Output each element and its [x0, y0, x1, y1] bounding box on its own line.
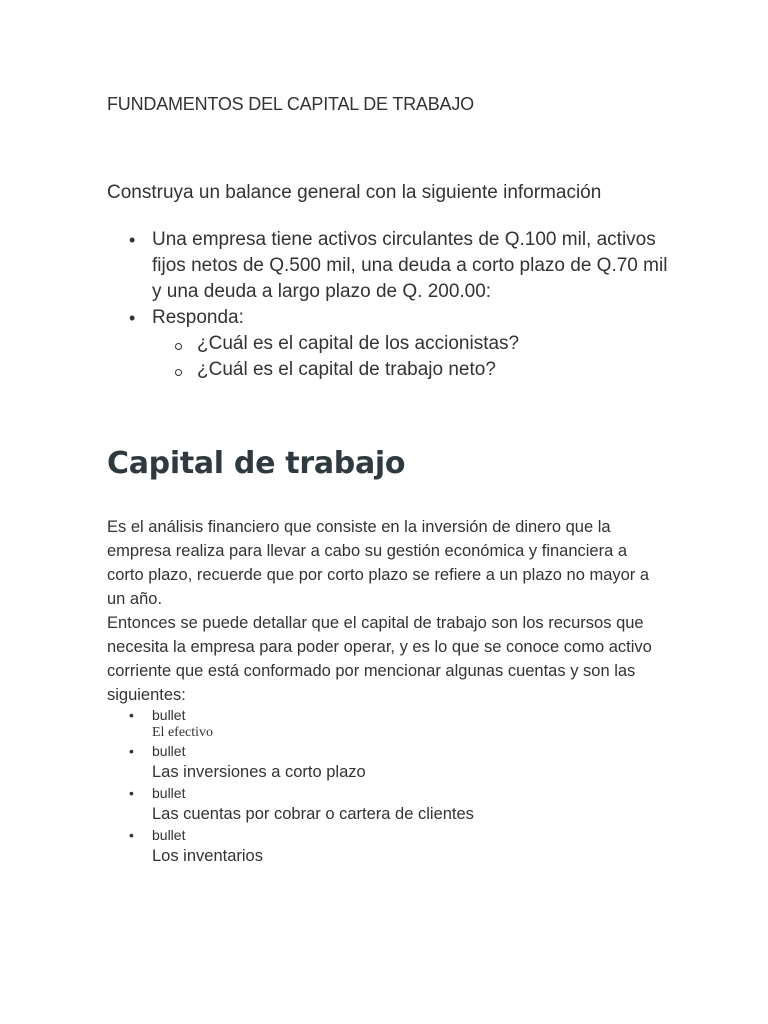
task-item-company-data — [152, 227, 672, 305]
account-label: Los inventarios — [152, 847, 263, 865]
task-text: Responda: — [152, 307, 244, 328]
question-item-shareholders-capital — [197, 331, 672, 357]
task-list — [107, 227, 672, 383]
document-title: FUNDAMENTOS DEL CAPITAL DE TRABAJO — [107, 94, 474, 114]
bullet-marker-text: • bullet — [152, 743, 186, 759]
paragraph-definition: Es el análisis financiero que consiste en la inversión de dinero que la empresa realiza para llevar a cabo su gestión económica y financiera a corto plazo, recuerde que por corto plazo se refiere a un plazo no mayor a un año. — [107, 518, 650, 608]
list-item — [152, 826, 672, 868]
section-body — [107, 515, 667, 707]
account-label: Las cuentas por cobrar o cartera de clientes — [152, 805, 474, 823]
list-item — [152, 784, 672, 826]
question-item-net-working-capital — [197, 357, 672, 383]
bullet-marker-text: • bullet — [152, 707, 186, 723]
section-heading: Capital de trabajo — [107, 446, 406, 481]
question-text: ¿Cuál es el capital de los accionistas? — [197, 333, 520, 354]
bullet-marker-text: • bullet — [152, 785, 186, 801]
question-list — [152, 331, 672, 383]
paragraph-detail: Entonces se puede detallar que el capital de trabajo son los recursos que necesita la empresa para poder operar, y es lo que se conoce como activo corriente que está conformado por mencionar algunas cuentas y son las siguientes: — [107, 614, 652, 704]
question-text: ¿Cuál es el capital de trabajo neto? — [197, 359, 496, 380]
account-label: El efectivo — [152, 725, 214, 740]
task-item-respond — [152, 305, 672, 383]
list-item — [152, 706, 672, 742]
instruction-text: Construya un balance general con la siguiente información — [107, 182, 602, 203]
accounts-list — [107, 706, 672, 868]
account-label: Las inversiones a corto plazo — [152, 763, 366, 781]
task-text: Una empresa tiene activos circulantes de Q.100 mil, activos fijos netos de Q.500 mil, una deuda a corto plazo de Q.70 mil y una deuda a largo plazo de Q. 200.00: — [152, 229, 668, 302]
bullet-marker-text: • bullet — [152, 827, 186, 843]
list-item — [152, 742, 672, 784]
